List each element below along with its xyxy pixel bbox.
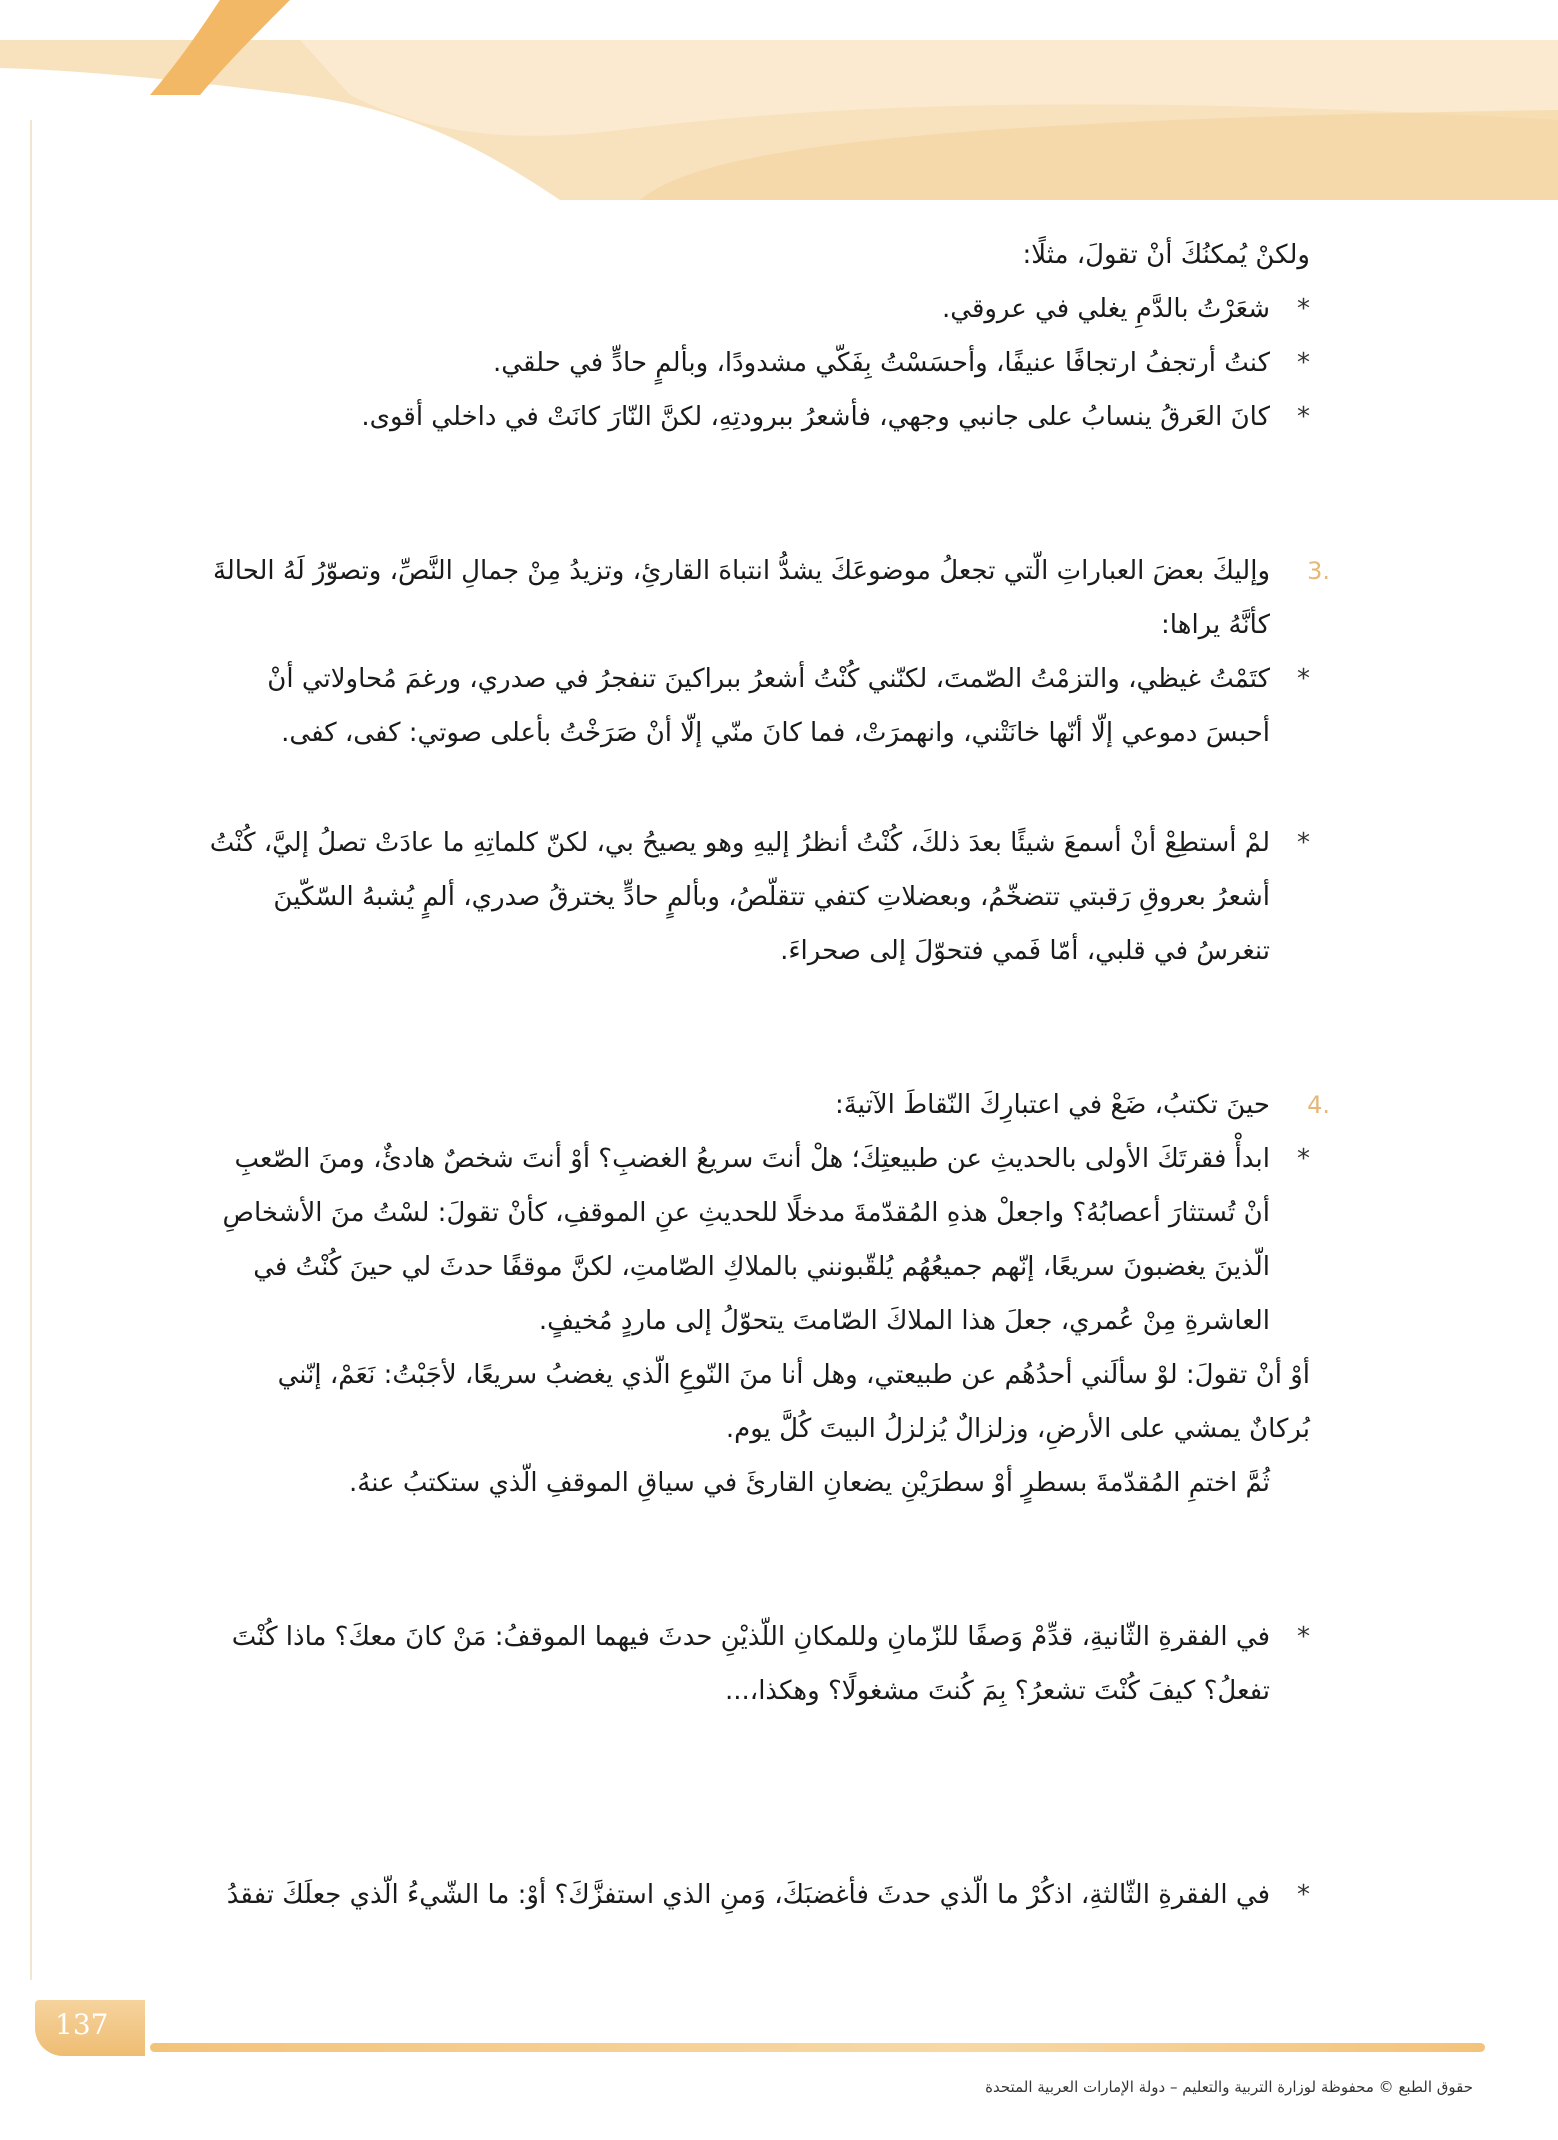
quote-item [135,652,1310,760]
copyright-notice: حقوق الطبع © محفوظة لوزارة التربية والتعليم – دولة الإمارات العربية المتحدة [985,2078,1473,2096]
main-text [135,228,1330,1922]
quote-line: * كتَمْتُ غيظي، والتزمْتُ الصّمتَ، لكنّني كُنْتُ أشعرُ ببراكينَ تنفجرُ في صدري، ورغمَ مُحاولاتي أنْ [267,664,1270,694]
guideline-item [135,1132,1310,1348]
alt-line: أوْ أنْ تقولَ: لوْ سألَني أحدُهُم عن طبيعتي، وهل أنا منَ النّوعِ الّذي يغضبُ سريعًا، لأجَبْتُ: نَعَمْ، إنّني [277,1360,1310,1390]
section-heading: حينَ تكتبُ، ضَعْ في اعتبارِكَ النّقاطَ الآتيةَ: [835,1090,1270,1120]
quote-item [135,816,1310,978]
section-3 [135,544,1330,652]
example-item: * كنتُ أرتجفُ ارتجافًا عنيفًا، وأحسَسْتُ بِفَكّي مشدودًا، وبألمٍ حادٍّ في حلقي. [135,336,1310,390]
header-decoration [0,0,1558,200]
quote-line: * لمْ أستطِعْ أنْ أسمعَ شيئًا بعدَ ذلكَ، كُنْتُ أنظرُ إليهِ وهو يصيحُ بي، لكنّ كلماتِهِ ما عادَتْ تصلُ إليَّ، كُنْتُ [209,828,1270,858]
margin-line [30,120,32,1980]
quote-line: أشعرُ بعروقِ رَقبتي تتضخّمُ، وبعضلاتِ كتفي تتقلّصُ، وبألمٍ حادٍّ يخترقُ صدري، ألمٍ يُشبهُ السّكّينَ [273,882,1270,912]
section-text: كأنَّهُ يراها: [1161,610,1270,640]
quote-line: تنغرسُ في قلبي، أمّا فَمي فتحوّلَ إلى صحراءَ. [780,936,1270,966]
guideline-line: * ابدأْ فقرتَكَ الأولى بالحديثِ عن طبيعتِكَ؛ هلْ أنتَ سريعُ الغضبِ؟ أوْ أنتَ شخصٌ هادئٌ، ومنَ الصّعبِ [234,1144,1270,1174]
section-4 [135,1078,1330,1132]
guideline-line: أنْ تُستثارَ أعصابُهُ؟ واجعلْ هذهِ المُقدّمةَ مدخلًا للحديثِ عنِ الموقفِ، كأنْ تقولَ: لسْتُ منَ الأشخاصِ [222,1198,1270,1228]
section-number: .3 [1307,557,1330,585]
alt-line: بُركانٌ يمشي على الأرضِ، وزلزالٌ يُزلزلُ البيتَ كُلَّ يوم. [725,1414,1310,1444]
guideline-line: * في الفقرةِ الثّانيةِ، قدِّمْ وَصفًا للزّمانِ وللمكانِ اللّذيْنِ حدثَ فيهما الموقفُ: مَنْ كانَ معكَ؟ ماذا كُنْتَ [231,1622,1270,1652]
guideline-item [135,1610,1310,1718]
example-item: * كانَ العَرقُ ينسابُ على جانبي وجهي، فأشعرُ ببرودتِهِ، لكنَّ النّارَ كانَتْ في داخلي أقوى. [135,390,1310,444]
page-number: 137 [55,2008,109,2041]
guideline-line: العاشرةِ مِنْ عُمري، جعلَ هذا الملاكَ الصّامتَ يتحوّلُ إلى ماردٍ مُخيفٍ. [538,1306,1270,1336]
section-text: وإليكَ بعضَ العباراتِ الّتي تجعلُ موضوعَكَ يشدُّ انتباهَ القارئِ، وتزيدُ مِنْ جمالِ النَّصِّ، وتصوّرُ لَهُ الحالةَ [212,556,1270,586]
example-item: * شعَرْتُ بالدَّمِ يغلي في عروقي. [135,282,1310,336]
quote-line: أحبسَ دموعي إلّا أنّها خانَتْني، وانهمرَتْ، فما كانَ منّي إلّا أنْ صَرَخْتُ بأعلى صوتي: كفى، كفى. [281,718,1270,748]
guideline-line: تفعلُ؟ كيفَ كُنْتَ تشعرُ؟ بِمَ كُنتَ مشغولًا؟ وهكذا،... [725,1676,1270,1706]
closing-line: ثُمَّ اختمِ المُقدّمةَ بسطرٍ أوْ سطرَيْنِ يضعانِ القارئَ في سياقِ الموقفِ الّذي ستكتبُ عنهُ. [349,1468,1270,1498]
footer-rule [150,2043,1485,2052]
section-number: .4 [1307,1091,1330,1119]
guideline-line: الّذينَ يغضبونَ سريعًا، إنّهم جميعُهُم يُلقّبونني بالملاكِ الصّامتِ، لكنَّ موقفًا حدثَ لي حينَ كُنْتُ في [253,1252,1270,1282]
intro-line: ولكنْ يُمكنُكَ أنْ تقولَ، مثلًا: [1022,240,1310,270]
guideline-item: * في الفقرةِ الثّالثةِ، اذكُرْ ما الّذي حدثَ فأغضبَكَ، وَمنِ الذي استفزَّكَ؟ أوْ: ما الشّيءُ الّذي جعلَكَ تفقدُ [135,1868,1310,1922]
